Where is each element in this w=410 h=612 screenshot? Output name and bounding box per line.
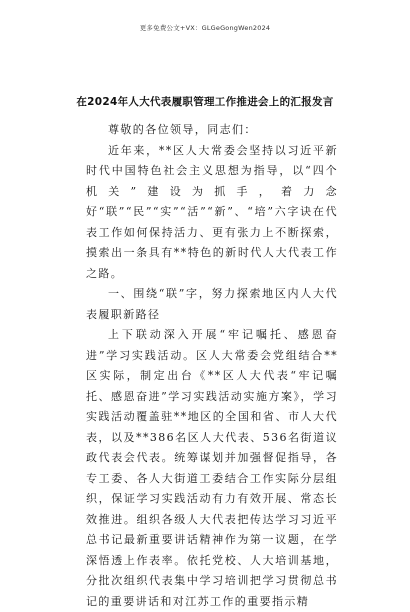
document-title: 在2024年人大代表履职管理工作推进会上的汇报发言 (76, 96, 334, 108)
paragraph-intro: 近年来，**区人大常委会坚持以习近平新时代中国特色社会主义思想为指导，以“四个机关”建设为抓手，着力念好“联”“民”“实”“活”“新”、“培”六字诀在代表工作如何保持活力、更有张力上不断探索，摸索出一条具有**特色的新时代人大代表工作之路。 (86, 143, 338, 280)
page-header-watermark: 更多免费公文+VX：GLGeGongWen2024 (139, 24, 271, 32)
section-heading-1: 一、围绕“联”字，努力探索地区内人大代表履职新路径 (86, 287, 338, 321)
salutation: 尊敬的各位领导，同志们： (108, 123, 257, 136)
document-body (86, 118, 338, 612)
paragraph-section-1: 上下联动深入开展“牢记嘱托、感恩奋进”学习实践活动。区人大常委会党组结合**区实际，制定出台《**区人大代表“牢记嘱托、感恩奋进”学习实践活动实施方案》，学习实践活动覆盖驻**地区的全国和省、市人大代表，以及**386名区人大代表、536名街道议政代表会代表。统筹谋划并加强督促指导，各专工委、各人大街道工委结合工作实际分层组织，保证学习实践活动有力有效开展、常态长效推进。组织各级人大代表把传达学习习近平总书记最新重要讲话精神作为第一议题，在学深悟透上作表率。依托党校、人大培训基地，分批次组织代表集中学习培训把学习贯彻总书记的重要讲话和对江苏工作的重要指示精 (86, 328, 338, 608)
